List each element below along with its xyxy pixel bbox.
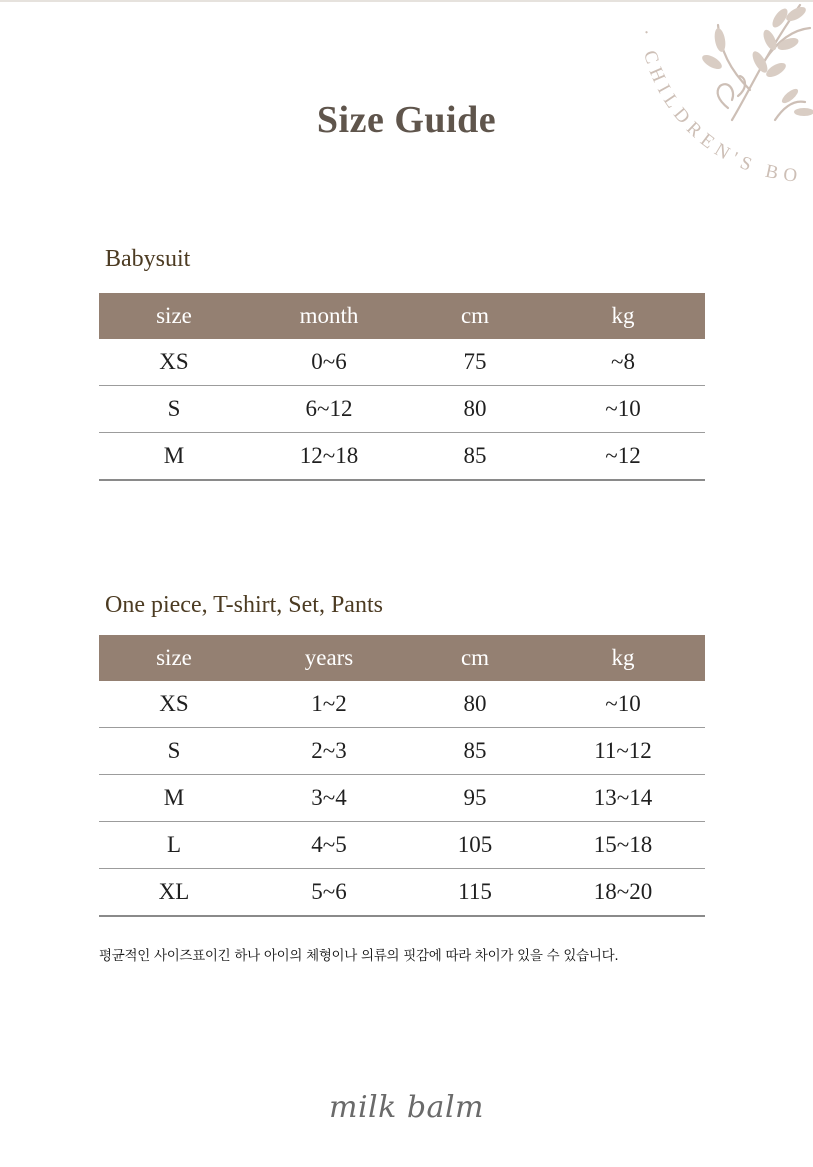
brand-logo: milk balm (329, 1090, 484, 1125)
table-cell: ~12 (541, 433, 705, 481)
column-header: size (99, 293, 249, 339)
table-cell: 2~3 (249, 728, 409, 775)
table-row (99, 386, 705, 433)
table-cell: 11~12 (541, 728, 705, 775)
column-header: size (99, 635, 249, 681)
table-cell: XL (99, 869, 249, 917)
apparel-section-title: One piece, T-shirt, Set, Pants (105, 592, 383, 618)
table-cell: 5~6 (249, 869, 409, 917)
table-cell: S (99, 386, 249, 433)
table-cell: ~8 (541, 339, 705, 386)
table-row (99, 869, 705, 917)
table-cell: L (99, 822, 249, 869)
table-cell: 85 (409, 728, 541, 775)
column-header: month (249, 293, 409, 339)
table-header-row (99, 635, 705, 681)
babysuit-section-title: Babysuit (105, 246, 191, 272)
size-disclaimer-note: 평균적인 사이즈표이긴 하나 아이의 체형이나 의류의 핏감에 따라 차이가 있을 수 있습니다. (99, 948, 619, 964)
table-cell: 105 (409, 822, 541, 869)
table-cell: 3~4 (249, 775, 409, 822)
column-header: years (249, 635, 409, 681)
table-cell: 4~5 (249, 822, 409, 869)
apparel-size-table (99, 635, 705, 917)
column-header: cm (409, 293, 541, 339)
table-cell: XS (99, 339, 249, 386)
table-cell: 85 (409, 433, 541, 481)
table-cell: 6~12 (249, 386, 409, 433)
table-cell: 80 (409, 386, 541, 433)
table-cell: M (99, 433, 249, 481)
table-cell: 95 (409, 775, 541, 822)
table-row (99, 433, 705, 481)
table-cell: M (99, 775, 249, 822)
table-cell: 75 (409, 339, 541, 386)
table-row (99, 775, 705, 822)
table-row (99, 822, 705, 869)
table-cell: XS (99, 681, 249, 728)
table-cell: 13~14 (541, 775, 705, 822)
table-header-row (99, 293, 705, 339)
arc-text: · CHILDREN'S BO (634, 27, 805, 188)
table-row (99, 728, 705, 775)
table-cell: 18~20 (541, 869, 705, 917)
table-cell: ~10 (541, 681, 705, 728)
table-cell: 1~2 (249, 681, 409, 728)
table-cell: 15~18 (541, 822, 705, 869)
page-title: Size Guide (316, 99, 497, 141)
table-cell: ~10 (541, 386, 705, 433)
table-row (99, 681, 705, 728)
table-cell: 12~18 (249, 433, 409, 481)
table-cell: 0~6 (249, 339, 409, 386)
table-cell: 115 (409, 869, 541, 917)
column-header: kg (541, 293, 705, 339)
column-header: kg (541, 635, 705, 681)
table-cell: 80 (409, 681, 541, 728)
table-cell: S (99, 728, 249, 775)
column-header: cm (409, 635, 541, 681)
babysuit-size-table (99, 293, 705, 481)
table-row (99, 339, 705, 386)
